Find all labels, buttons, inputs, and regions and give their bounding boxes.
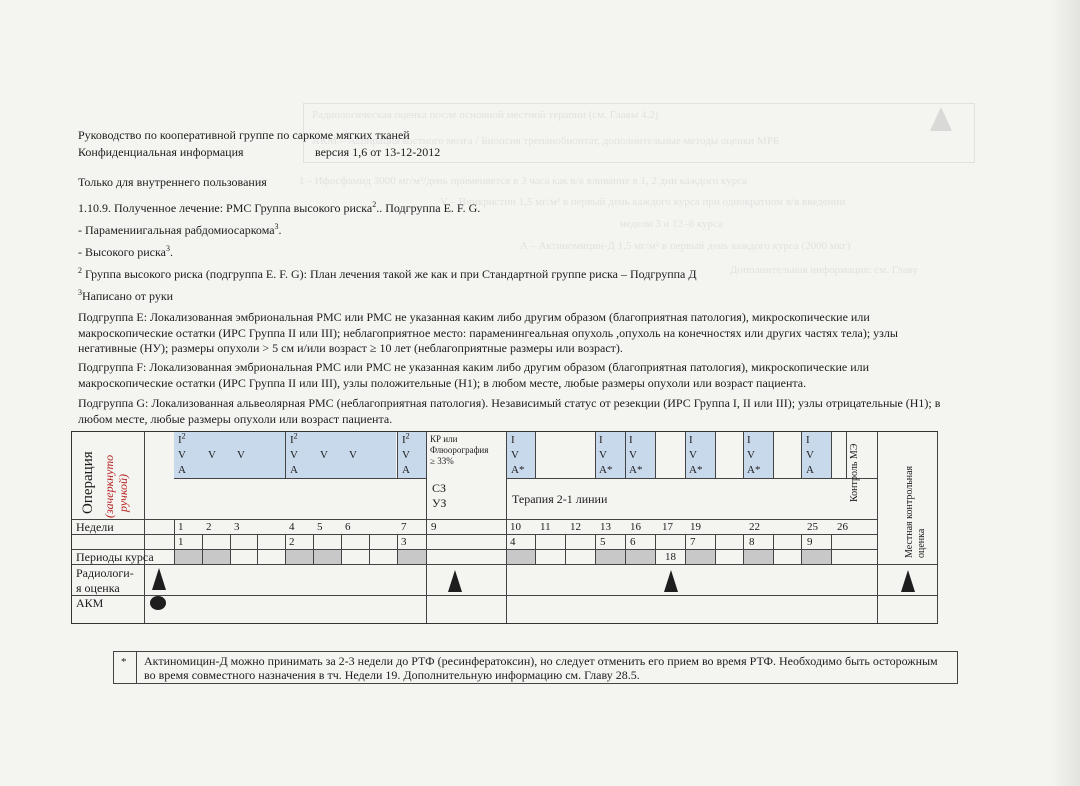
course-num: 8	[749, 536, 755, 548]
period-cell-3	[397, 549, 426, 564]
drug-i-19: I	[689, 434, 693, 446]
drug-v-3: V	[237, 449, 245, 461]
ghost-text-2: АКМ – Аспирация костного мозга / Биопсия трепанобиоптат, дополнительные методы оценки МРБ	[312, 135, 780, 147]
radiology-triangle-week9	[448, 570, 462, 592]
therapy-label: Терапия 2-1 линии	[512, 492, 608, 506]
course-num: 2	[289, 536, 295, 548]
subgroup-f: Подгруппа F: Локализованная эмбриональная РМС или РМС не указанная каким либо другим образом (благоприятная патология), микроскопические или макроскопические остатки (ИРС Группа II или III), узлы положительные (Н1); в любом месте, любые размеры опухоли или возраст пациента.	[78, 360, 870, 390]
col-line-small	[743, 534, 744, 564]
col-line	[426, 432, 427, 623]
week-num: 3	[234, 521, 240, 533]
course-block-2	[285, 432, 396, 478]
row-line	[72, 534, 877, 535]
col-line-small	[397, 534, 398, 564]
col-line-small	[715, 534, 716, 564]
ghost-text-7: Дополнительная информация: см. Главу	[730, 264, 918, 276]
row-line	[72, 595, 937, 596]
week-num: 22	[749, 521, 760, 533]
week-num: 25	[807, 521, 818, 533]
period-cell-8	[801, 549, 831, 564]
col-line-thin	[655, 432, 656, 478]
subgroup-g: Подгруппа G: Локализованная альвеолярная РМС (неблагоприятная патология). Независимый статус от резекции (ИРС Группа I, II или III); узлы отрицательные (Н1); в любом месте, любые размеры опухоли или возраст пациента.	[78, 396, 941, 426]
radiology-triangle-local	[901, 570, 915, 592]
col-line-thin	[715, 432, 716, 478]
operation-note-2: ручкой)	[116, 473, 130, 512]
ghost-text-5: недели 3 и 12–6 курса	[620, 218, 723, 230]
col-line-thin	[535, 432, 536, 478]
ghost-text-4: V – Винкристин 1,5 мг/м² в первый день каждого курса при однократном в/в введении	[440, 196, 846, 208]
drug-i2-3: $I^2$	[402, 431, 410, 446]
sz-label: СЗ	[432, 481, 447, 495]
drug-a-1: A	[178, 464, 186, 476]
col-line-small	[685, 534, 686, 564]
col-line-small	[230, 534, 231, 564]
note-text: Актиномицин-Д можно принимать за 2-3 недели до РТФ (ресинфератоксин), но следует отменить его прием во время РТФ. Необходимо быть осторожным во время совместного назначения в тч. Недели 19. Дополнительную информацию см. Главу 28.5.	[144, 654, 938, 682]
drug-i-10: I	[511, 434, 515, 446]
drug-i2-2: $I^2$	[290, 431, 298, 446]
drug-a-16: A*	[629, 464, 643, 476]
ghost-triangle-back	[930, 107, 952, 131]
drug-v-2: V	[208, 449, 216, 461]
col-line-thin	[846, 432, 847, 478]
drug-v-13: V	[599, 449, 607, 461]
akm-label: АКМ	[76, 596, 104, 610]
drug-v-22: V	[747, 449, 755, 461]
drug-v-19: V	[689, 449, 697, 461]
drug-v-1: V	[178, 449, 186, 461]
course-num: 9	[807, 536, 813, 548]
week-num: 6	[345, 521, 351, 533]
col-line-thin	[595, 432, 596, 478]
drug-v-10: V	[511, 449, 519, 461]
course-num: 7	[690, 536, 696, 548]
operation-note: (зачеркнуто	[102, 454, 116, 518]
week-num: 10	[510, 521, 521, 533]
col-line-thin	[743, 432, 744, 478]
footnote-3: $^3$Написано от руки	[78, 288, 174, 303]
course-block-1	[174, 432, 285, 478]
note-box	[113, 651, 958, 684]
drug-a-22: A*	[747, 464, 761, 476]
col-line-small	[773, 534, 774, 564]
week-num: 16	[630, 521, 641, 533]
section-heading: 1.10.9. Полученное лечение: РМС Группа высокого риска$^2$.. Подгруппа E. F. G.	[78, 200, 481, 215]
week-num: 4	[289, 521, 295, 533]
col-line-small	[625, 534, 626, 564]
drug-v-4: V	[290, 449, 298, 461]
drug-a-2: A	[290, 464, 298, 476]
row-line	[72, 564, 937, 565]
drug-i-22: I	[747, 434, 751, 446]
course-num: 5	[600, 536, 606, 548]
col-line	[506, 432, 507, 623]
col-line-small	[535, 534, 536, 564]
col-line-thin	[831, 432, 832, 478]
drug-a-3: A	[402, 464, 410, 476]
drug-i-16: I	[629, 434, 633, 446]
ghost-text-6: A – Актиномицин-Д 1,5 мг/м² в первый день каждого курса (2000 мкг)	[520, 240, 851, 252]
col-line-small	[285, 534, 286, 564]
col-line-small	[202, 534, 203, 564]
radiology-triangle-baseline	[152, 568, 166, 590]
row-line-thin	[506, 478, 877, 479]
col-line-small	[257, 534, 258, 564]
col-line-small	[341, 534, 342, 564]
col-line-thin	[773, 432, 774, 478]
course-num: 6	[630, 536, 636, 548]
period-marker-18: 18	[665, 551, 676, 563]
subgroup-e: Подгруппа E: Локализованная эмбриональная РМС или РМС не указанная каким либо другим образом (благоприятная патология), микроскопические или макроскопические остатки (ИРС Группа II или III); неблагоприятное место: параменингеальная опухоль ,опухоль на конечностях или других частях тела); узлы негативные (НУ); размеры опухоли > 5 см и/или возраст ≥ 10 лет (неблагоприятные размеры или возраст).	[78, 310, 898, 355]
local-control-label: Местная контрольная оценка	[904, 465, 927, 558]
footnote-2: $^2$ Группа высокого риска (подгруппа E. F. G): План лечения такой же как и при Стандартной группе риска – Подгруппа Д	[78, 266, 697, 281]
col-line-thin	[685, 432, 686, 478]
drug-i-13: I	[599, 434, 603, 446]
course-num: 4	[510, 536, 516, 548]
note-separator	[136, 652, 137, 683]
week-num: 7	[401, 521, 407, 533]
week-num: 17	[662, 521, 673, 533]
row-line-thin	[174, 478, 426, 479]
drug-v-7: V	[402, 449, 410, 461]
week-num: 5	[317, 521, 323, 533]
ghost-text-3: I – Ифосфамид 3000 мг/м²/день применяется в 3 часа как в/в вливание в 1, 2 дни каждого курса	[300, 175, 748, 187]
course-num: 3	[401, 536, 407, 548]
drug-a-25: A	[806, 464, 814, 476]
period-cell-4	[506, 549, 535, 564]
col-line-small	[801, 534, 802, 564]
col-line-small	[369, 534, 370, 564]
drug-v-6: V	[349, 449, 357, 461]
fluoro-label: Флюорография	[430, 445, 489, 455]
col-line	[877, 432, 878, 623]
col-line-small	[565, 534, 566, 564]
week-num: 19	[690, 521, 701, 533]
week-num: 11	[540, 521, 551, 533]
schedule-table	[71, 431, 938, 624]
radiology-triangle-week17	[664, 570, 678, 592]
control-me-label: Контроль МЭ	[849, 443, 860, 502]
week-num: 13	[600, 521, 611, 533]
col-line	[937, 432, 938, 623]
drug-a-13: A*	[599, 464, 613, 476]
header-title: Руководство по кооперативной группе по саркоме мягких тканей	[78, 128, 410, 142]
drug-a-19: A*	[689, 464, 703, 476]
ghost-text-1: Радиологическая оценка после основной местной терапии (см. Главы 4.2)	[312, 109, 659, 121]
radiology-label-2: я оценка	[76, 581, 120, 595]
col-line	[144, 432, 145, 623]
uz-label: УЗ	[432, 496, 447, 510]
week-num: 2	[206, 521, 212, 533]
col-line-thin	[625, 432, 626, 478]
col-line-thin	[801, 432, 802, 478]
col-line-thin	[397, 432, 398, 478]
drug-v-25: V	[806, 449, 814, 461]
item-high-risk: - Высокого риска$^3$.	[78, 244, 173, 259]
header-version: версия 1,6 от 13-12-2012	[315, 145, 441, 159]
col-line-small	[831, 534, 832, 564]
item-parameningeal: - Парамениигальная рабдомиосаркома$^3$.	[78, 222, 282, 237]
col-line	[174, 519, 175, 564]
drug-a-10: A*	[511, 464, 525, 476]
row-line	[72, 519, 877, 520]
fluoro-threshold: ≥ 33%	[430, 456, 454, 466]
week-num: 9	[431, 521, 437, 533]
header-confidential: Конфиденциальная информация	[78, 145, 244, 159]
radiology-label: Радиологи-	[76, 566, 134, 580]
week-num: 1	[178, 521, 184, 533]
header-internal: Только для внутреннего пользования	[78, 175, 267, 189]
page-edge-shadow	[1050, 0, 1080, 786]
drug-v-16: V	[629, 449, 637, 461]
col-line-small	[313, 534, 314, 564]
periods-label: Периоды курса	[76, 550, 154, 564]
drug-i2-1: $I^2$	[178, 431, 186, 446]
operation-label: Операция	[80, 451, 96, 514]
row-line	[72, 549, 877, 550]
period-cell-6	[685, 549, 715, 564]
col-line-small	[595, 534, 596, 564]
week-num: 26	[837, 521, 848, 533]
week-num: 12	[570, 521, 581, 533]
col-line-small	[655, 534, 656, 564]
drug-v-5: V	[320, 449, 328, 461]
col-line-thin	[285, 432, 286, 478]
kr-label: КР или	[430, 434, 458, 444]
note-asterisk: *	[121, 656, 127, 668]
weeks-label: Недели	[76, 520, 114, 534]
akm-dot	[150, 596, 166, 610]
drug-i-25: I	[806, 434, 810, 446]
period-cell-7	[743, 549, 773, 564]
course-num: 1	[178, 536, 184, 548]
